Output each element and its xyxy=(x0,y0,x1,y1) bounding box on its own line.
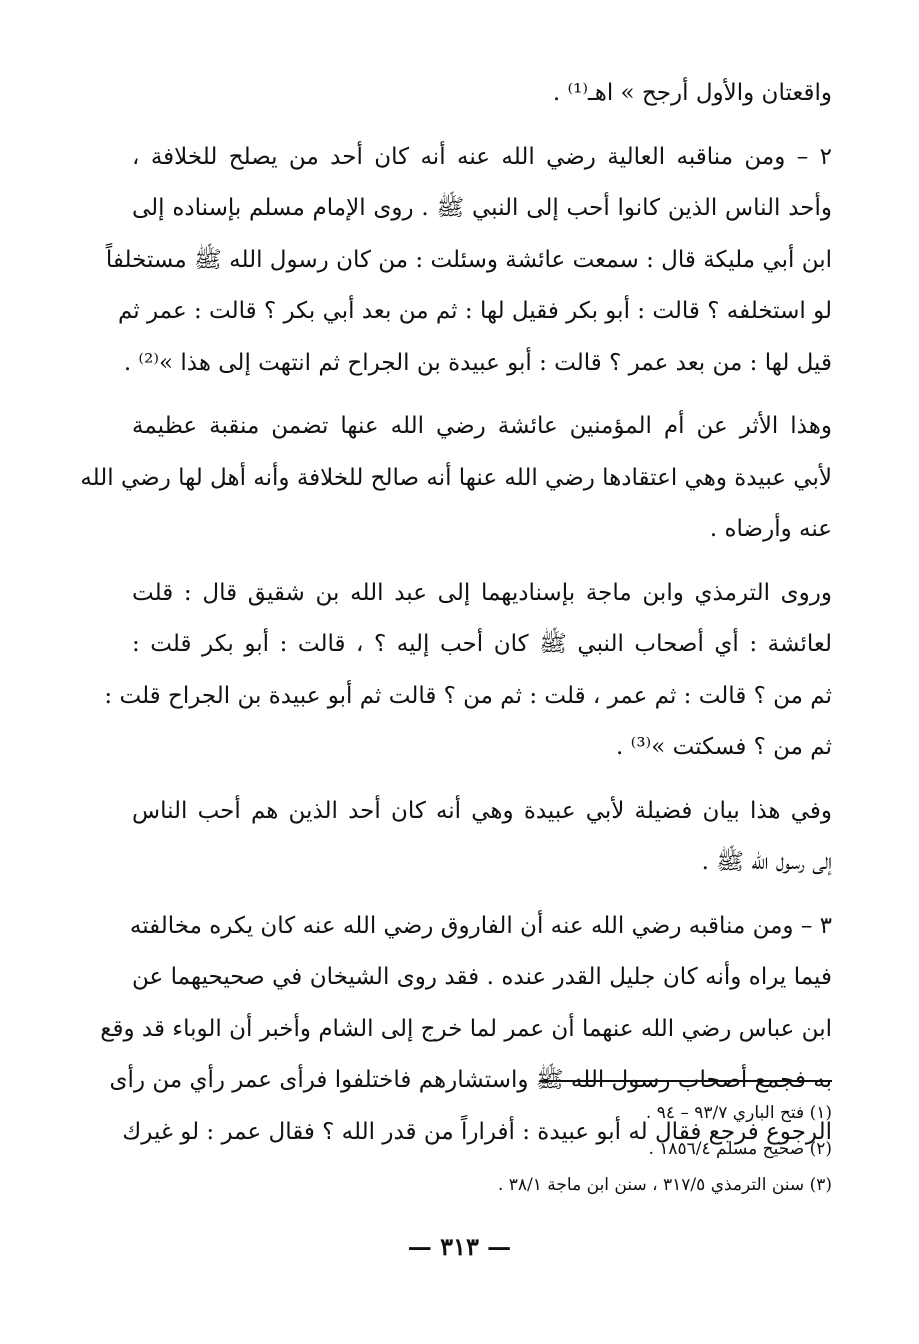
text-line: واقعتان والأول أرجح » اهـ⁽¹⁾ . xyxy=(552,80,832,106)
text-line: لو استخلفه ؟ قالت : أبو بكر فقيل لها : ثم من بعد أبي بكر ؟ قالت : عمر ثم xyxy=(117,298,832,324)
paragraph xyxy=(105,132,832,390)
text-line: به فجمع أصحاب رسول الله ﷺ واستشارهم فاختلفوا فرأى عمر رأي من رأى xyxy=(109,1067,832,1093)
text-line: ابن عباس رضي الله عنهما أن عمر لما خرج إلى الشام وأخبر أن الوباء قد وقع xyxy=(100,1015,832,1042)
footnote-2: (٢) صحيح مسلم ١٨٥٦/٤ . xyxy=(648,1139,832,1159)
text-line: عنه وأرضاه . xyxy=(709,516,832,542)
page-number: — ٣١٣ — xyxy=(407,1232,512,1261)
text-line: فيما يراه وأنه كان جليل القدر عنده . فقد روى الشيخان في صحيحيهما عن xyxy=(132,964,832,990)
text-line: وأحد الناس الذين كانوا أحب إلى النبي ﷺ . روى الإمام مسلم بإسناده إلى xyxy=(132,195,832,221)
text-line: ثم من ؟ قالت : ثم عمر ، قلت : ثم من ؟ قالت ثم أبو عبيدة بن الجراح قلت : xyxy=(104,682,832,709)
paragraph xyxy=(132,68,832,120)
text-line: وفي هذا بيان فضيلة لأبي عبيدة وهي أنه كان أحد الذين هم أحب الناس xyxy=(132,797,832,824)
text-line: الرجوع فرجع فقال له أبو عبيدة : أفراراً من قدر الله ؟ فقال عمر : لو غيرك xyxy=(122,1118,832,1145)
text-line: ابن أبي مليكة قال : سمعت عائشة وسئلت : من كان رسول الله ﷺ مستخلفاً xyxy=(105,246,832,273)
footnote-1: (١) فتح الباري ٩٣/٧ – ٩٤ . xyxy=(645,1103,832,1123)
text-line: لعائشة : أي أصحاب النبي ﷺ كان أحب إليه ؟ ، قالت : أبو بكر قلت : xyxy=(132,631,832,657)
text-line: ثم من ؟ فسكتت »⁽³⁾ . xyxy=(616,734,832,760)
text-line: ٣ – ومن مناقبه رضي الله عنه أن الفاروق رضي الله عنه كان يكره مخالفته xyxy=(129,912,832,939)
footnotes xyxy=(122,1095,832,1203)
paragraph xyxy=(80,401,832,556)
text-line: وهذا الأثر عن أم المؤمنين عائشة رضي الله عنها تضمن منقبة عظيمة xyxy=(132,413,832,439)
footnote-separator xyxy=(540,1080,832,1082)
paragraph xyxy=(132,786,832,889)
paragraph xyxy=(104,568,832,774)
text-line: ٢ – ومن مناقبه العالية رضي الله عنه أنه كان أحد من يصلح للخلافة ، xyxy=(132,143,832,170)
text-line: إلى رسول الله ﷺ . xyxy=(701,849,832,875)
text-line: قيل لها : من بعد عمر ؟ قالت : أبو عبيدة بن الجراح ثم انتهت إلى هذا »⁽²⁾ . xyxy=(123,349,832,376)
main-text xyxy=(80,68,832,1158)
footnote-3: (٣) سنن الترمذي ٣١٧/٥ ، سنن ابن ماجة ٣٨/١ . xyxy=(497,1175,832,1195)
text-line: لأبي عبيدة وهي اعتقادها رضي الله عنها أنه صالح للخلافة وأنه أهل لها رضي الله xyxy=(80,464,832,491)
text-line: وروى الترمذي وابن ماجة بإسناديهما إلى عبد الله بن شقيق قال : قلت xyxy=(132,579,832,606)
